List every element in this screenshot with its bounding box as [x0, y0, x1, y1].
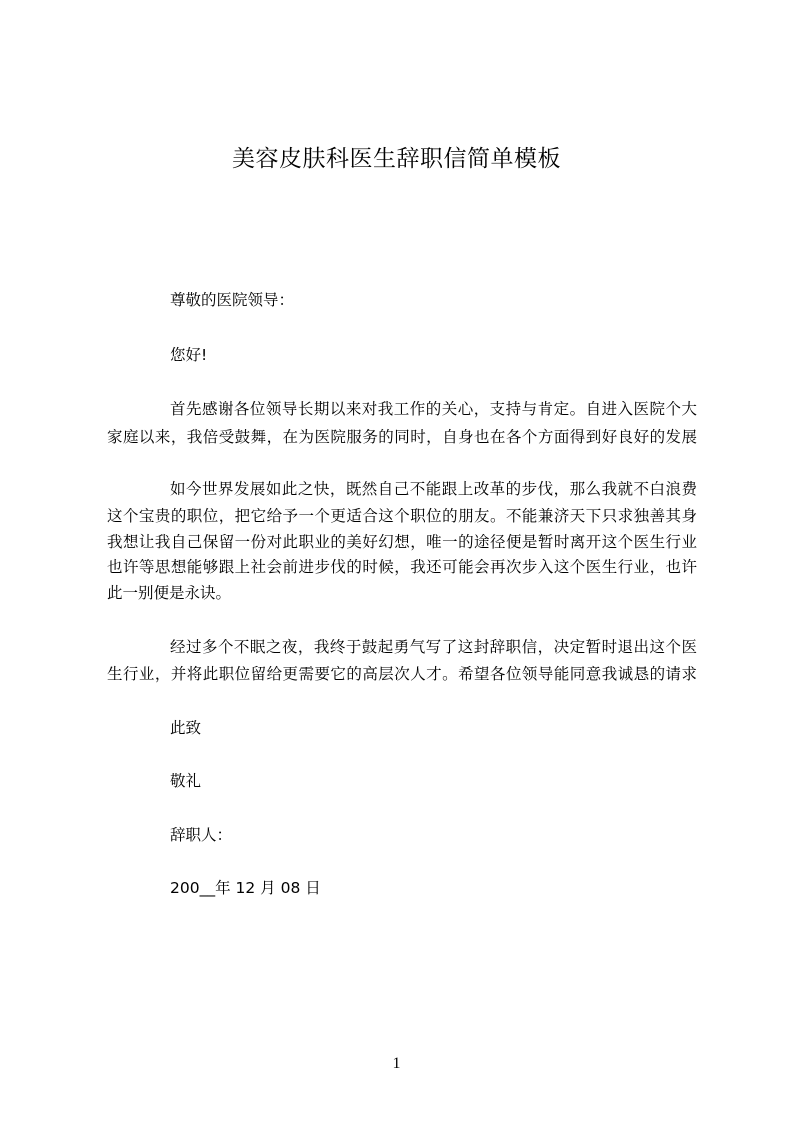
paragraph-1-line-1: 首先感谢各位领导长期以来对我工作的关心，支持与肯定。自进入医院个大 — [170, 400, 697, 418]
paragraph-3-line-1: 经过多个不眠之夜，我终于鼓起勇气写了这封辞职信，决定暂时退出这个医 — [170, 638, 697, 656]
paragraph-2-line-1: 如今世界发展如此之快，既然自己不能跟上改革的步伐，那么我就不白浪费 — [170, 480, 697, 498]
date-line: 200__年 12 月 08 日 — [170, 879, 321, 897]
page-number: 1 — [392, 1055, 401, 1072]
salutation: 尊敬的医院领导： — [170, 291, 295, 309]
paragraph-2-line-5: 此一别便是永诀。 — [107, 584, 232, 602]
paragraph-1-line-2: 家庭以来，我倍受鼓舞，在为医院服务的同时，自身也在各个方面得到好良好的发展 — [107, 428, 697, 446]
paragraph-2-line-3: 我想让我自己保留一份对此职业的美好幻想，唯一的途径便是暂时离开这个医生行业 — [107, 533, 697, 551]
signer-label: 辞职人： — [170, 826, 233, 844]
document-title: 美容皮肤科医生辞职信简单模板 — [232, 146, 561, 172]
closing-line-1: 此致 — [170, 719, 202, 737]
paragraph-2-line-4: 也许等思想能够跟上社会前进步伐的时候，我还可能会再次步入这个医生行业，也许 — [107, 558, 697, 576]
paragraph-3-line-2: 生行业，并将此职位留给更需要它的高层次人才。希望各位领导能同意我诚恳的请求 — [107, 665, 697, 683]
closing-line-2: 敬礼 — [170, 772, 202, 790]
paragraph-2-line-2: 这个宝贵的职位，把它给予一个更适合这个职位的朋友。不能兼济天下只求独善其身 — [107, 507, 697, 525]
greeting: 您好! — [170, 346, 208, 364]
